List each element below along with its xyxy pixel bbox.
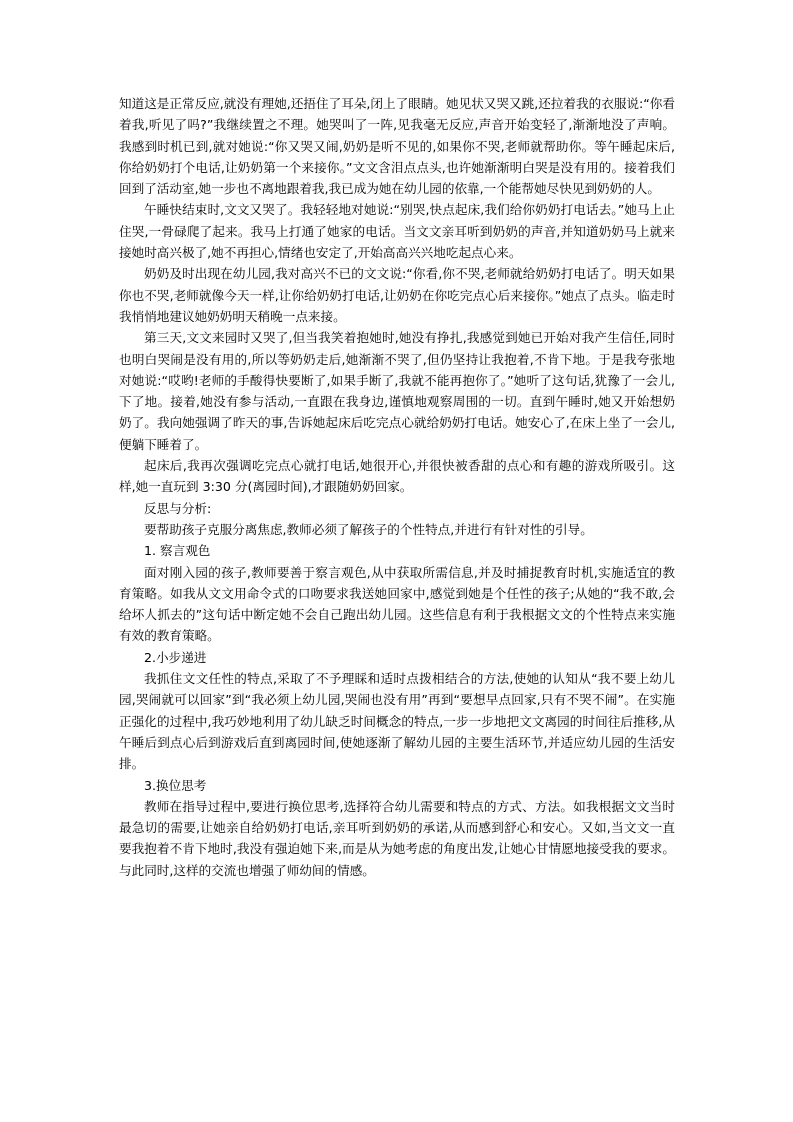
subsection-heading: 2.小步递进 [144, 649, 207, 665]
subsection-heading: 1. 察言观色 [144, 543, 211, 559]
section-heading: 反思与分析: [144, 500, 212, 516]
paragraph: 知道这是正常反应,就没有理她,还捂住了耳朵,闭上了眼睛。她见状又哭又跳,还拉着我的衣服说:“你看着我,听见了吗?”我继续置之不理。她哭叫了一阵,见我毫无反应,声音开始变轻了,渐渐地没了声响。我感到时机已到,就对她说:“你又哭又闹,奶奶是听不见的,如果你不哭,老师就帮助你。等午睡起床后,你给奶奶打个电话,让奶奶第一个来接你。”文文含泪点点头,也许她渐渐明白哭是没有用的。接着我们回到了活动室,她一步也不离地跟着我,我已成为她在幼儿园的依靠,一个能帮她尽快见到奶奶的人。 [119, 96, 675, 197]
paragraph: 要帮助孩子克服分离焦虑,教师必须了解孩子的个性特点,并进行有针对性的引导。 [144, 521, 593, 537]
paragraph: 教师在指导过程中,要进行换位思考,选择符合幼儿需要和特点的方式、方法。如我根据文文当时最急切的需要,让她亲自给奶奶打电话,亲耳听到奶奶的承诺,从而感到舒心和安心。又如,当文文一直要我抱着不肯下地时,我没有强迫她下来,而是从为她考虑的角度出发,让她心甘情愿地接受我的要求。与此同时,这样的交流也增强了师幼间的情感。 [119, 798, 675, 878]
paragraph: 第三天,文文来园时又哭了,但当我笑着抱她时,她没有挣扎,我感觉到她已开始对我产生信任,同时也明白哭闹是没有用的,所以等奶奶走后,她渐渐不哭了,但仍坚持让我抱着,不肯下地。于是我夸张地对她说:“哎哟!老师的手酸得快要断了,如果手断了,我就不能再抱你了。”她听了这句话,犹豫了一会儿,下了地。接着,她没有参与活动,一直跟在我身边,谨慎地观察周围的一切。直到午睡时,她又开始想奶奶了。我向她强调了昨天的事,告诉她起床后吃完点心就给奶奶打电话。她安心了,在床上坐了一会儿,便躺下睡着了。 [119, 330, 675, 452]
document-body [119, 93, 675, 881]
paragraph: 午睡快结束时,文文又哭了。我轻轻地对她说:“别哭,快点起床,我们给你奶奶打电话去。”她马上止住哭,一骨碌爬了起来。我马上打通了她家的电话。当文文亲耳听到奶奶的声音,并知道奶奶马上就来接她时高兴极了,她不再担心,情绪也安定了,开始高高兴兴地吃起点心来。 [119, 202, 675, 261]
paragraph: 我抓住文文任性的特点,采取了不予理睬和适时点拨相结合的方法,使她的认知从“我不要上幼儿园,哭闹就可以回家”到“我必须上幼儿园,哭闹也没有用”再到“要想早点回家,只有不哭不闹”。在实施正强化的过程中,我巧妙地利用了幼儿缺乏时间概念的特点,一步一步地把文文离园的时间往后推移,从午睡后到点心后到游戏后直到离园时间,使她逐渐了解幼儿园的主要生活环节,并适应幼儿园的生活安排。 [119, 671, 675, 772]
paragraph: 奶奶及时出现在幼儿园,我对高兴不已的文文说:“你看,你不哭,老师就给奶奶打电话了。明天如果你也不哭,老师就像今天一样,让你给奶奶打电话,让奶奶在你吃完点心后来接你。”她点了点头。临走时我悄悄地建议她奶奶明天稍晚一点来接。 [119, 266, 675, 324]
paragraph: 起床后,我再次强调吃完点心就打电话,她很开心,并很快被香甜的点心和有趣的游戏所吸引。这样,她一直玩到 3:30 分(离园时间),才跟随奶奶回家。 [119, 458, 675, 495]
subsection-heading: 3.换位思考 [144, 777, 207, 793]
paragraph: 面对刚入园的孩子,教师要善于察言观色,从中获取所需信息,并及时捕捉教育时机,实施适宜的教育策略。如我从文文用命令式的口吻要求我送她回家中,感觉到她是个任性的孩子;从她的“我不敢,会给坏人抓去的”这句话中断定她不会自己跑出幼儿园。这些信息有利于我根据文文的个性特点来实施有效的教育策略。 [119, 564, 675, 644]
